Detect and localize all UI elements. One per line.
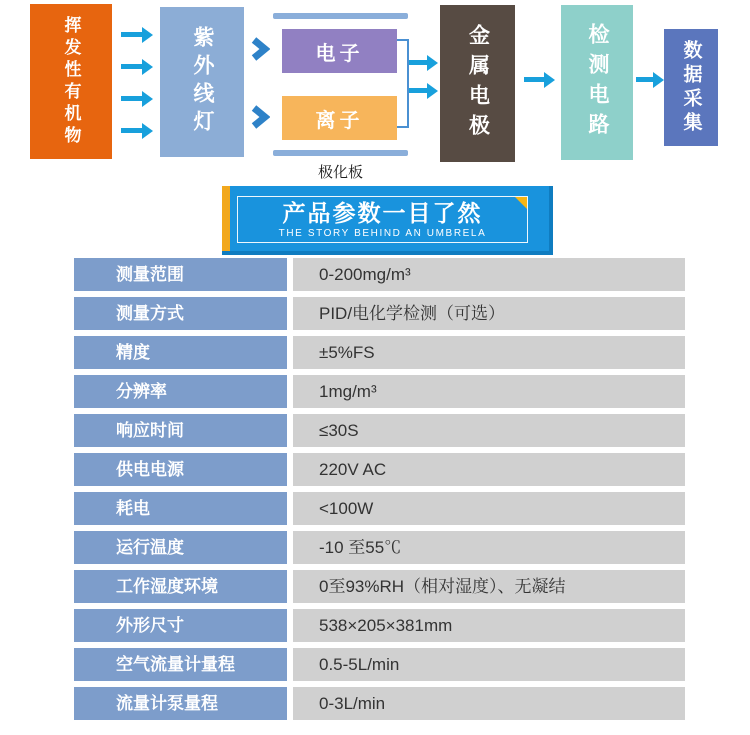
chevron-right-icon: [250, 37, 270, 61]
spec-label: 工作湿度环境: [74, 570, 287, 603]
flow-arrow-icon: [409, 60, 427, 65]
spec-value: 0-3L/min: [293, 687, 685, 720]
flow-arrow-icon: [121, 128, 142, 133]
banner-title: 产品参数一目了然: [282, 200, 483, 226]
flow-arrow-icon: [121, 64, 142, 69]
table-row: [74, 375, 685, 408]
spec-value: ±5%FS: [293, 336, 685, 369]
ion-box: [282, 96, 397, 140]
spec-label: 耗电: [74, 492, 287, 525]
spec-value: 0至93%RH（相对湿度）、无凝结: [293, 570, 685, 603]
banner-left-stripe: [222, 186, 230, 251]
polarization-plate-bottom: [273, 150, 408, 156]
spec-value: 220V AC: [293, 453, 685, 486]
data-acquisition-box: [664, 29, 718, 146]
banner-subtitle: THE STORY BEHIND AN UMBRELA: [278, 228, 487, 239]
metal-electrode-label: 金属电极: [466, 23, 490, 144]
spec-label: 响应时间: [74, 414, 287, 447]
data-acquisition-label: 数据采集: [680, 39, 702, 136]
flow-arrow-icon: [636, 77, 653, 82]
spec-label: 流量计泵量程: [74, 687, 287, 720]
flow-arrow-icon: [121, 32, 142, 37]
chevron-right-icon: [250, 105, 270, 129]
spec-value: 1mg/m³: [293, 375, 685, 408]
spec-label: 运行温度: [74, 531, 287, 564]
spec-value: 538×205×381mm: [293, 609, 685, 642]
spec-value: 0-200mg/m³: [293, 258, 685, 291]
spec-label: 精度: [74, 336, 287, 369]
product-params-banner: [222, 186, 553, 255]
spec-label: 供电电源: [74, 453, 287, 486]
table-row: [74, 492, 685, 525]
uv-lamp-label: 紫外线灯: [191, 26, 214, 138]
flow-arrow-icon: [121, 96, 142, 101]
flow-arrow-icon: [524, 77, 544, 82]
spec-value: 0.5-5L/min: [293, 648, 685, 681]
spec-label: 外形尺寸: [74, 609, 287, 642]
detection-circuit-label: 检测电路: [586, 22, 609, 143]
polarization-plate-label: 极化板: [317, 164, 363, 181]
table-row: [74, 297, 685, 330]
ion-label: 离子: [315, 109, 364, 132]
table-row: [74, 453, 685, 486]
table-row: [74, 609, 685, 642]
banner-corner-fold-icon: [515, 197, 527, 209]
table-row: [74, 648, 685, 681]
electron-label: 电子: [315, 42, 364, 65]
banner-inner-frame: [237, 196, 528, 243]
spec-label: 测量方式: [74, 297, 287, 330]
spec-value: -10 至55℃: [293, 531, 685, 564]
spec-value: <100W: [293, 492, 685, 525]
spec-label: 空气流量计量程: [74, 648, 287, 681]
table-row: [74, 687, 685, 720]
table-row: [74, 531, 685, 564]
bracket-line: [407, 39, 409, 128]
spec-value: PID/电化学检测（可选）: [293, 297, 685, 330]
voc-label: 挥发性有机物: [61, 15, 81, 148]
voc-box: [30, 4, 112, 159]
spec-label: 分辨率: [74, 375, 287, 408]
spec-label: 测量范围: [74, 258, 287, 291]
flow-arrow-icon: [409, 88, 427, 93]
metal-electrode-box: [440, 5, 515, 162]
electron-box: [282, 29, 397, 73]
table-row: [74, 336, 685, 369]
polarization-plate-top: [273, 13, 408, 19]
detection-circuit-box: [561, 5, 633, 160]
table-row: [74, 258, 685, 291]
table-row: [74, 570, 685, 603]
spec-value: ≤30S: [293, 414, 685, 447]
table-row: [74, 414, 685, 447]
specs-table: [74, 258, 685, 726]
bracket-line: [397, 126, 409, 128]
uv-lamp-box: [160, 7, 244, 157]
